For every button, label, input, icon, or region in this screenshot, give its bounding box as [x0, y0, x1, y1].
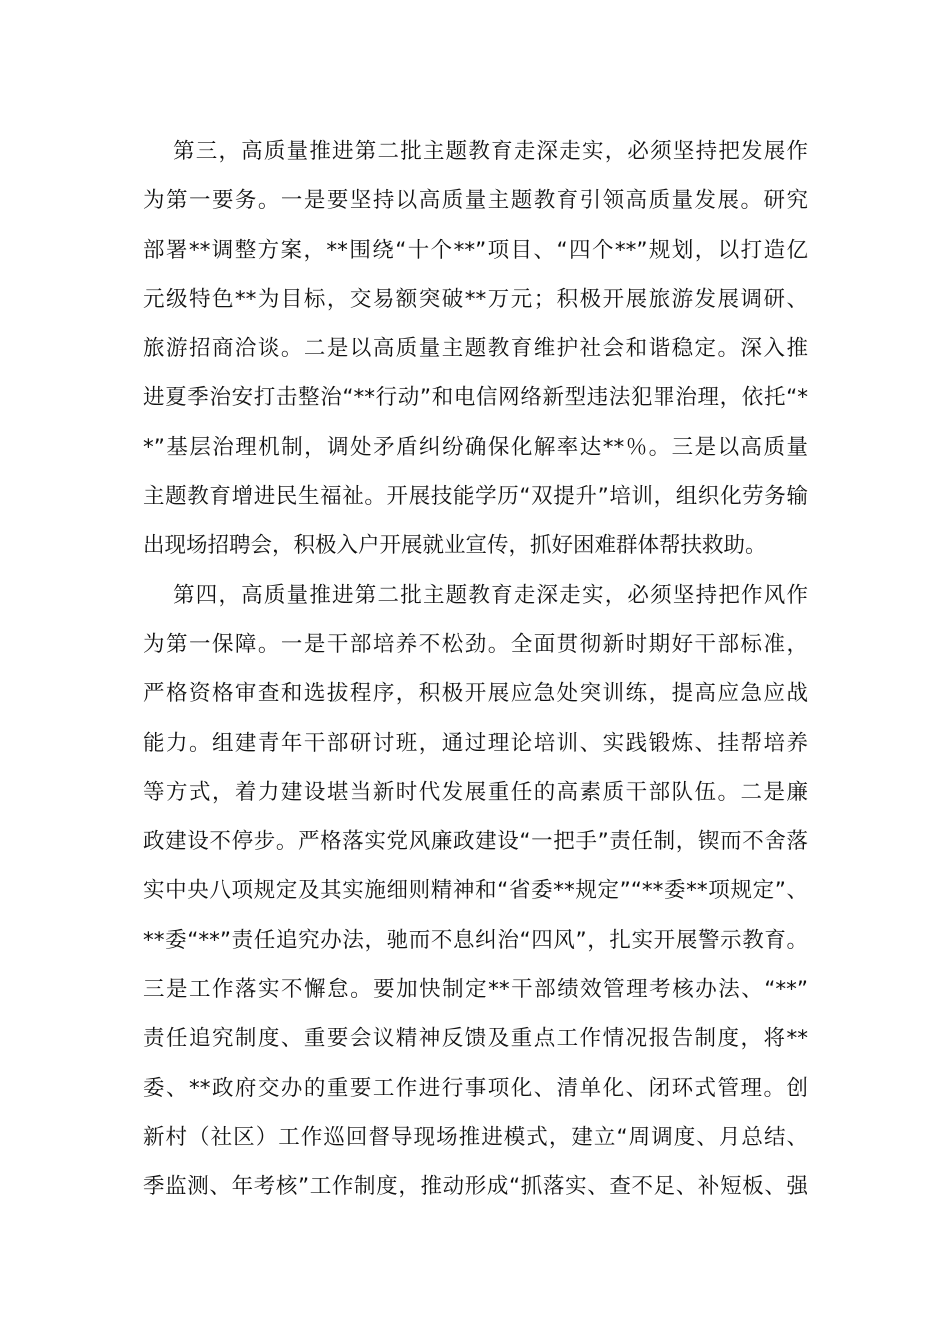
paragraph-third [143, 127, 808, 571]
text-line: *”基层治理机制，调处矛盾纠纷确保化解率达**％。三是以高质量 [143, 434, 808, 460]
text-line: 主题教育增进民生福祉。开展技能学历“双提升”培训，组织化劳务输 [143, 484, 808, 510]
text-line: 政建设不停步。严格落实党风廉政建设“一把手”责任制，锲而不舍落 [143, 829, 808, 855]
text-line: 能力。组建青年干部研讨班，通过理论培训、实践锻炼、挂帮培养 [143, 730, 808, 756]
text-line: 新村（社区）工作巡回督导现场推进模式，建立“周调度、月总结、 [143, 1124, 808, 1150]
text-line: 实中央八项规定及其实施细则精神和“省委**规定”“**委**项规定”、 [143, 878, 808, 904]
text-line: 部署**调整方案，**围绕“十个**”项目、“四个**”规划，以打造亿 [143, 237, 808, 263]
text-line: 等方式，着力建设堪当新时代发展重任的高素质干部队伍。二是廉 [143, 779, 808, 805]
text-line: 责任追究制度、重要会议精神反馈及重点工作情况报告制度，将** [143, 1026, 808, 1052]
text-line: 季监测、年考核”工作制度，推动形成“抓落实、查不足、补短板、强 [143, 1174, 808, 1200]
paragraph-fourth [143, 571, 808, 1212]
text-line: 进夏季治安打击整治“**行动”和电信网络新型违法犯罪治理，依托“* [143, 385, 808, 411]
text-line: 为第一要务。一是要坚持以高质量主题教育引领高质量发展。研究 [143, 188, 808, 214]
text-line: 委、**政府交办的重要工作进行事项化、清单化、闭环式管理。创 [143, 1075, 808, 1101]
text-line: 第四，高质量推进第二批主题教育走深走实，必须坚持把作风作 [173, 582, 808, 608]
text-line: 第三，高质量推进第二批主题教育走深走实，必须坚持把发展作 [173, 139, 808, 164]
text-line: **委“**”责任追究办法，驰而不息纠治“四风”，扎实开展警示教育。 [143, 927, 808, 953]
text-line: 三是工作落实不懈怠。要加快制定**干部绩效管理考核办法、“**” [143, 977, 808, 1003]
text-line: 出现场招聘会，积极入户开展就业宣传，抓好困难群体帮扶救助。 [143, 533, 767, 559]
text-line: 元级特色**为目标，交易额突破**万元；积极开展旅游发展调研、 [143, 286, 808, 312]
text-line: 严格资格审查和选拔程序，积极开展应急处突训练，提高应急应战 [143, 681, 808, 707]
text-line: 为第一保障。一是干部培养不松劲。全面贯彻新时期好干部标准， [143, 631, 808, 657]
text-line: 旅游招商洽谈。二是以高质量主题教育维护社会和谐稳定。深入推 [143, 336, 808, 362]
document-body [143, 127, 808, 1212]
